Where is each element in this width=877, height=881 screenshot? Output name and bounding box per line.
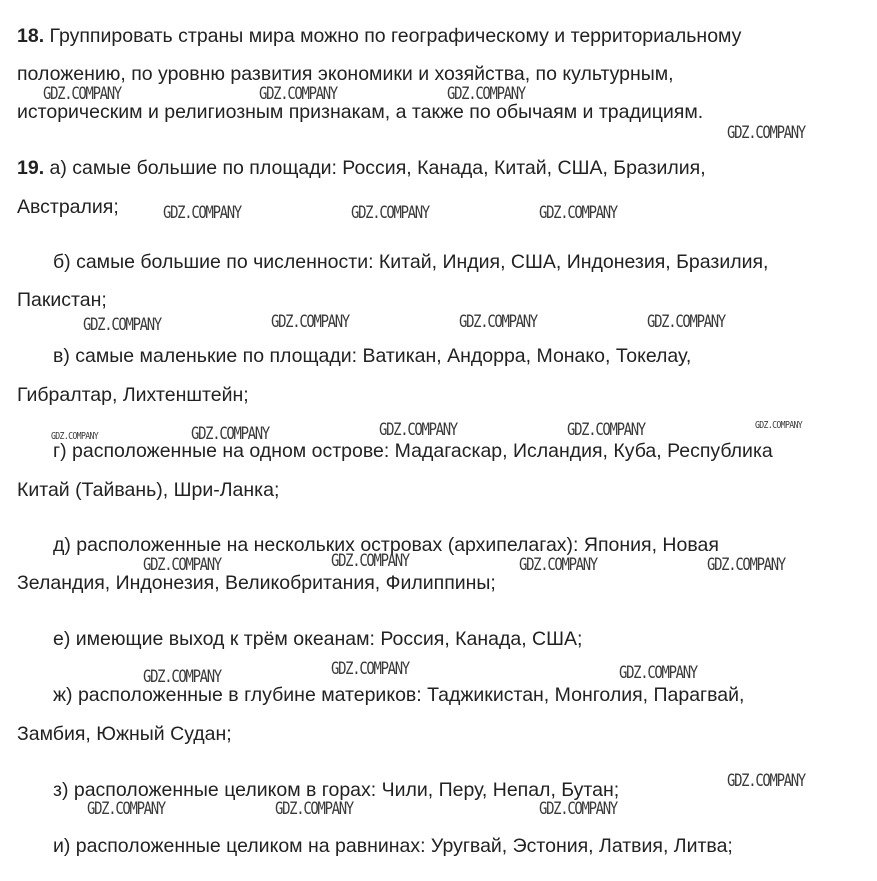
watermark: GDZ.COMPANY	[727, 123, 805, 143]
watermark: GDZ.COMPANY	[539, 203, 617, 223]
watermark: GDZ.COMPANY	[43, 84, 121, 104]
task-19-d-line-2: Зеландия, Индонезия, Великобритания, Филиппины;	[17, 572, 496, 594]
watermark: GDZ.COMPANY	[619, 663, 697, 683]
watermark: GDZ.COMPANY	[707, 555, 785, 575]
watermark: GDZ.COMPANY	[519, 555, 597, 575]
task-19-a-line-2: Австралия;	[17, 196, 119, 218]
watermark: GDZ.COMPANY	[51, 431, 99, 442]
watermark: GDZ.COMPANY	[83, 315, 161, 335]
watermark: GDZ.COMPANY	[143, 555, 221, 575]
watermark: GDZ.COMPANY	[331, 551, 409, 571]
task-18-line-2: положению, по уровню развития экономики и хозяйства, по культурным,	[17, 63, 674, 85]
task-19-b-line-2: Пакистан;	[17, 289, 107, 311]
task-19-i-line-1: и) расположенные целиком на равнинах: Уругвай, Эстония, Латвия, Литва;	[53, 835, 733, 857]
watermark: GDZ.COMPANY	[567, 420, 645, 440]
watermark: GDZ.COMPANY	[271, 312, 349, 332]
watermark: GDZ.COMPANY	[447, 84, 525, 104]
watermark: GDZ.COMPANY	[379, 420, 457, 440]
task-19-zh-line-1: ж) расположенные в глубине материков: Таджикистан, Монголия, Парагвай,	[53, 684, 745, 706]
task-18-line-3: историческим и религиозным признакам, а также по обычаям и традициям.	[17, 101, 704, 123]
task-19-v-line-2: Гибралтар, Лихтенштейн;	[17, 384, 249, 406]
task-18-number: 18.	[17, 25, 45, 47]
task-19-d-line-1: д) расположенные на нескольких островах (архипелагах): Япония, Новая	[53, 534, 719, 556]
watermark: GDZ.COMPANY	[331, 659, 409, 679]
task-19-e-line-1: е) имеющие выход к трём океанам: Россия, Канада, США;	[53, 628, 583, 650]
task-19-z-line-1: з) расположенные целиком в горах: Чили, Перу, Непал, Бутан;	[53, 779, 620, 801]
task-19-number: 19.	[17, 157, 45, 179]
watermark: GDZ.COMPANY	[539, 799, 617, 819]
watermark: GDZ.COMPANY	[351, 203, 429, 223]
task-19-zh-line-2: Замбия, Южный Судан;	[17, 723, 232, 745]
watermark: GDZ.COMPANY	[647, 312, 725, 332]
watermark: GDZ.COMPANY	[143, 667, 221, 687]
task-19-g-line-1: г) расположенные на одном острове: Мадагаскар, Исландия, Куба, Республика	[53, 440, 773, 462]
task-19-b-line-1: б) самые большие по численности: Китай, Индия, США, Индонезия, Бразилия,	[53, 251, 769, 273]
task-18-line-1: 18. Группировать страны мира можно по географическому и территориальному	[17, 25, 742, 47]
watermark: GDZ.COMPANY	[259, 84, 337, 104]
watermark: GDZ.COMPANY	[163, 203, 241, 223]
watermark: GDZ.COMPANY	[727, 771, 805, 791]
watermark: GDZ.COMPANY	[191, 424, 269, 444]
watermark: GDZ.COMPANY	[87, 799, 165, 819]
task-19-g-line-2: Китай (Тайвань), Шри-Ланка;	[17, 479, 280, 501]
task-19-v-line-1: в) самые маленькие по площади: Ватикан, Андорра, Монако, Токелау,	[53, 345, 692, 367]
watermark: GDZ.COMPANY	[459, 312, 537, 332]
task-19-a-line-1: 19. а) самые большие по площади: Россия, Канада, Китай, США, Бразилия,	[17, 157, 706, 179]
watermark: GDZ.COMPANY	[275, 799, 353, 819]
watermark: GDZ.COMPANY	[755, 420, 803, 431]
